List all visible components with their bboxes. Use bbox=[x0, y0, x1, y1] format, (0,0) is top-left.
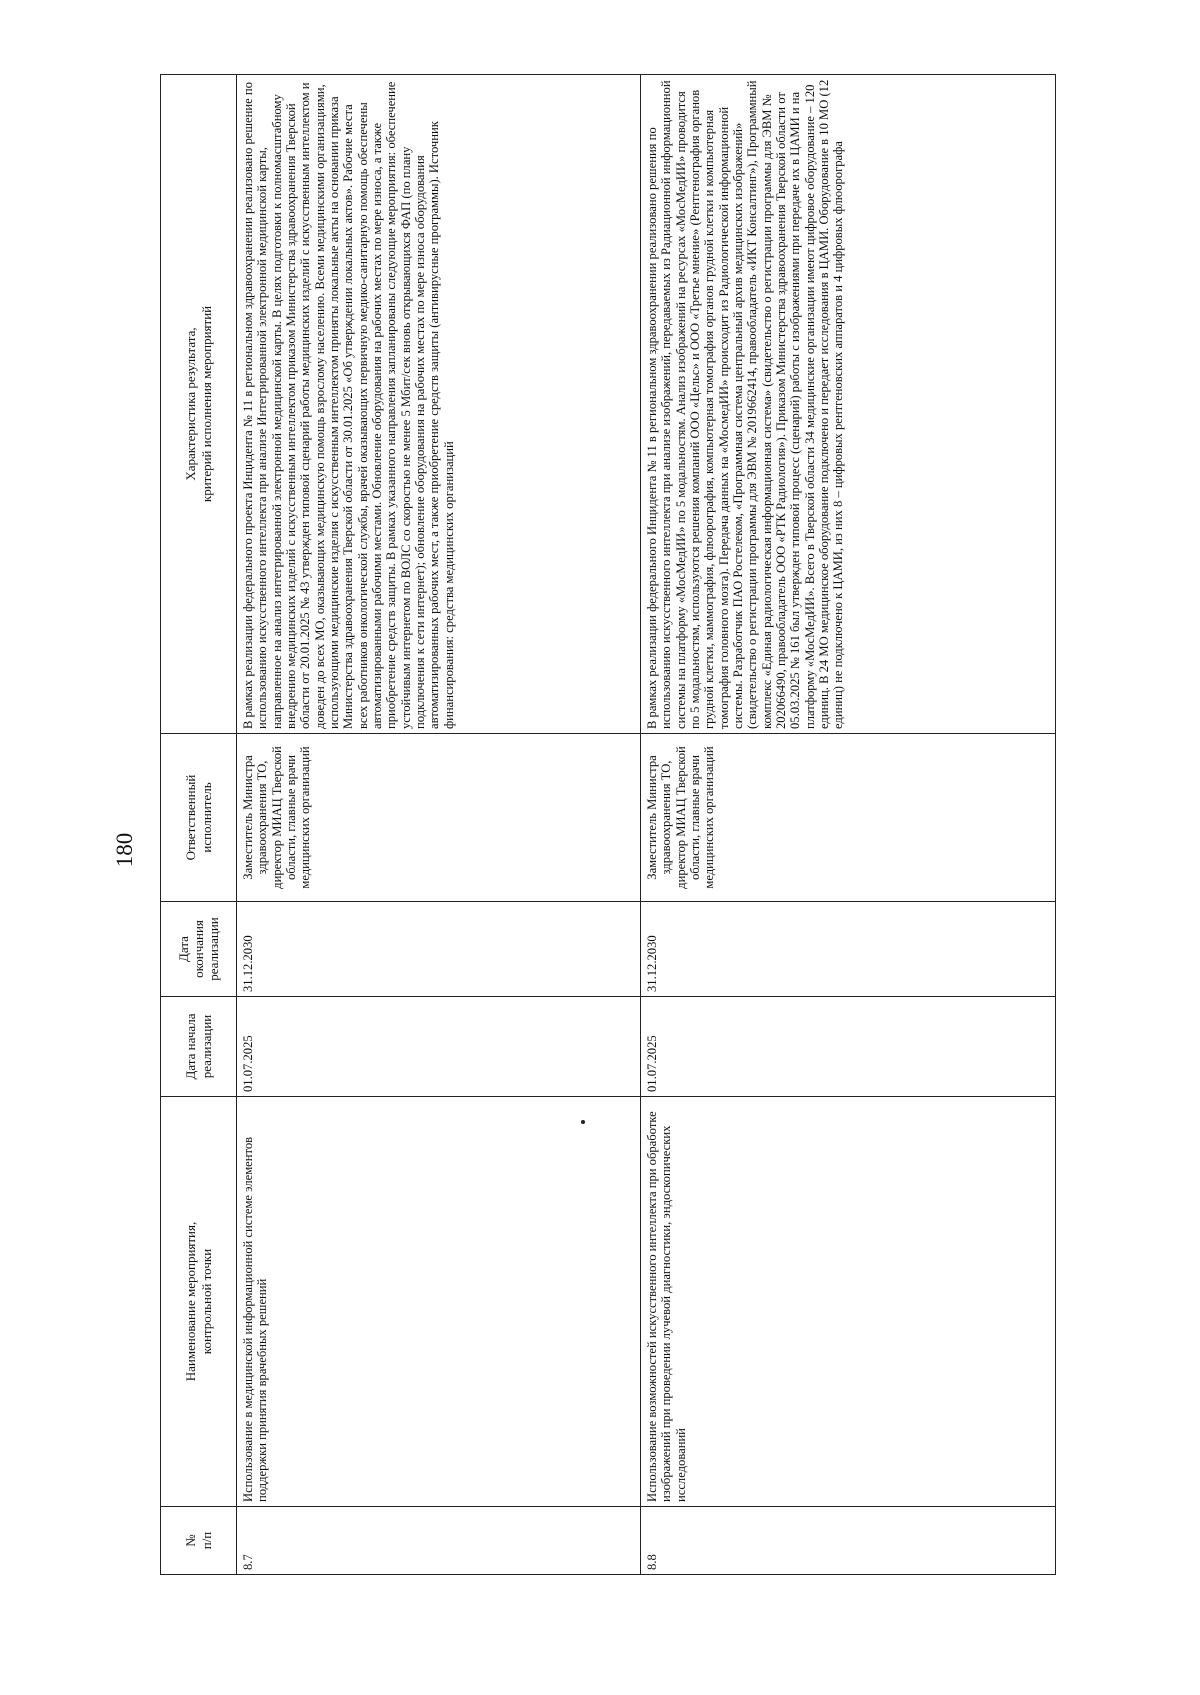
table-header-row bbox=[161, 75, 237, 1575]
row-end-date: 31.12.2030 bbox=[641, 902, 1056, 997]
row-end-date: 31.12.2030 bbox=[237, 902, 641, 997]
header-start: Дата начала реализации bbox=[161, 997, 237, 1097]
header-name: Наименование мероприятия, контрольной точки bbox=[161, 1097, 237, 1507]
header-responsible: Ответственный исполнитель bbox=[161, 734, 237, 902]
rotated-table-sheet bbox=[160, 75, 1055, 1575]
row-start-date: 01.07.2025 bbox=[237, 997, 641, 1097]
row-responsible: Заместитель Министра здравоохранения ТО, директор МИАЦ Тверской области, главные врачи медицинских организаций bbox=[641, 734, 1056, 902]
header-no: № п/п bbox=[161, 1507, 237, 1575]
measures-table bbox=[160, 74, 1056, 1575]
row-responsible: Заместитель Министра здравоохранения ТО, директор МИАЦ Тверской области, главные врачи медицинских организаций bbox=[237, 734, 641, 902]
header-result: Характеристика результата, критерий исполнения мероприятий bbox=[161, 75, 237, 734]
row-name: Использование в медицинской информационной системе элементов поддержки принятия врачебных решений bbox=[237, 1097, 641, 1507]
table-row bbox=[237, 75, 641, 1575]
row-start-date: 01.07.2025 bbox=[641, 997, 1056, 1097]
row-result: В рамках реализации федерального проекта Инцидента № 11 в региональном здравоохранении реализовано решение по использованию искусственного интеллекта при анализе Интегрированной электронной медицинской карты, направленное на анализ интегрированной электронной медицинской карты. В целях подготовки к полномасштабному внедрению медицинских изделий с искусственным интеллектом приказом Министерства здравоохранения Тверской области от 20.01.2025 № 43 утвержден типовой сценарий работы медицинских изделий с искусственным интеллектом и доведен до всех МО, оказывающих медицинскую помощь взрослому населению. Всеми медицинскими организациями, использующими медицинские изделия с искусственным интеллектом приняты локальные акты на основании приказа Министерства здравоохранения Тверской области от 30.01.2025 «Об утверждении локальных актов». Рабочие места всех работников онкологической службы, врачей оказывающих первичную медико-санитарную помощь обеспечены автоматизированными рабочими местами. Обновление оборудования на рабочих местах по мере износа, а также приобретение средств защиты. В рамках указанного направления запланированы следующие мероприятия: обеспечение устойчивым интернетом по ВОЛС со скоростью не менее 5 Мбит/сек вновь открывающихся ФАП (по плану подключения к сети интернет); обновление оборудования на рабочих местах по мере износа оборудования автоматизированных рабочих мест, а также приобретение средств защиты (антивирусные программы). Источник финансирования: средства медицинских организаций bbox=[237, 75, 641, 734]
row-number: 8.7 bbox=[237, 1507, 641, 1575]
row-name: Использование возможностей искусственного интеллекта при обработке изображений при проведении лучевой диагностики, эндоскопических исследований bbox=[641, 1097, 1056, 1507]
table-row bbox=[641, 75, 1056, 1575]
row-number: 8.8 bbox=[641, 1507, 1056, 1575]
header-end: Дата окончания реализации bbox=[161, 902, 237, 997]
row-result: В рамках реализации федерального Инцидента № 11 в региональном здравоохранении реализовано решения по использованию искусственного интеллекта при анализе изображений, передаваемых из Радиационной информационной системы на платформу «МосМедИИ» по 5 модальностям. Анализ изображений на ресурсах «МосМедИИ» проводится по 5 модальностям, используются решения компаний ООО «Цельс» и ООО «Третье мнение» (Рентгенография органов грудной клетки, маммография, флюорография, компьютерная томография органов грудной клетки и компьютерная томография головного мозга). Передача данных на «МосмедИИ» происходит из Радиологической информационной системы. Разработчик ПАО Ростелеком, «Программная система центральный архив медицинских изображений» (свидетельство о регистрации программы для ЭВМ № 2019662414, правообладатель «ИКТ Консалтинг»), Программный комплекс «Единая радиологическая информационная система» (свидетельство о регистрации программы для ЭВМ № 202066490, правообладатель ООО «РТК Радиология»). Приказом Министерства здравоохранения Тверской области от 05.03.2025 № 161 был утвержден типовой процесс (сценарий) работы с изображениями при передаче их в ЦАМИ и на платформу «МосМедИИ». Всего в Тверской области 34 медицинские организации имеют цифровое оборудование – 120 единиц. В 24 МО медицинское оборудование подключено и передает исследования в ЦАМИ. Оборудование в 10 МО (12 единиц) не подключено к ЦАМИ, из них 8 – цифровых рентгеновских аппаратов и 4 цифровых флюорографа bbox=[641, 75, 1056, 734]
page-number: 180 bbox=[112, 832, 137, 868]
